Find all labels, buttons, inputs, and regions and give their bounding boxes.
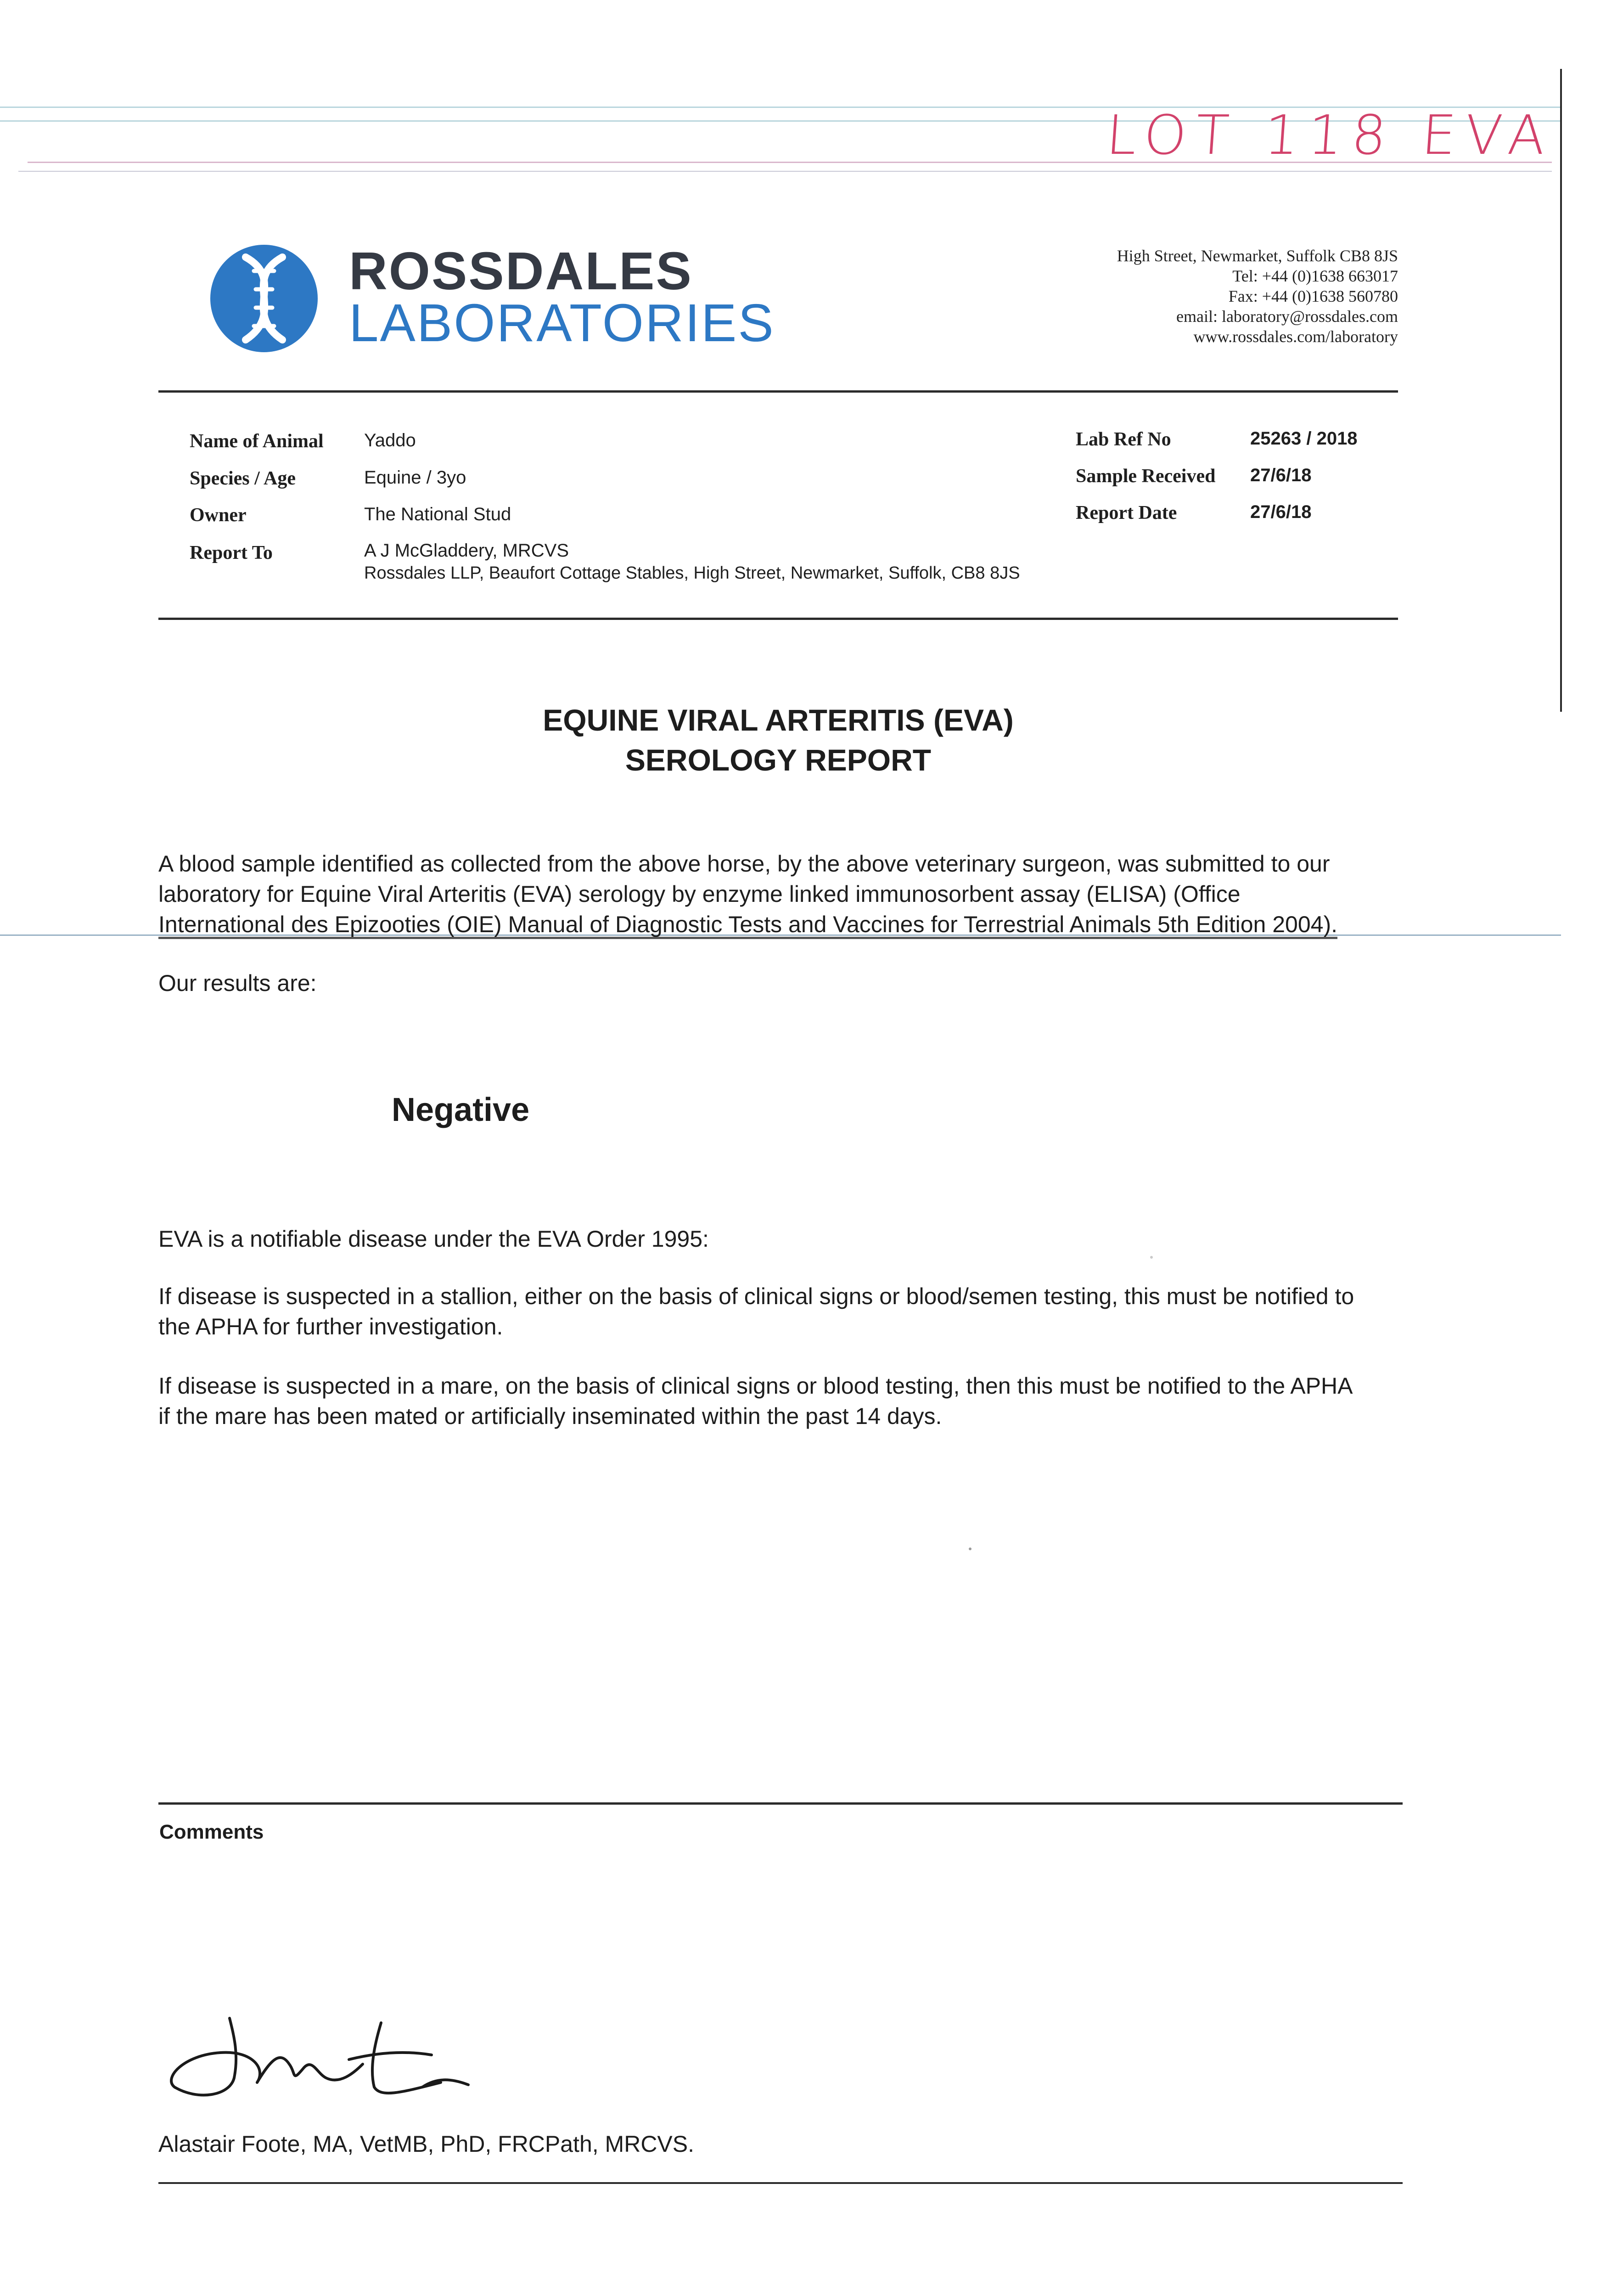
report-title: EQUINE VIRAL ARTERITIS (EVA) [543, 703, 1014, 737]
footer-divider [158, 2182, 1403, 2184]
page-edge-line [1560, 69, 1562, 712]
results-intro: Our results are: [158, 970, 317, 996]
stallion-paragraph [158, 1281, 1398, 1342]
lab-name-primary: ROSSDALES [349, 241, 693, 301]
stallion-line: If disease is suspected in a stallion, either on the basis of clinical signs or blood/semen testing, this must be notified to [158, 1283, 1354, 1309]
name-of-animal-value: Yaddo [364, 430, 416, 450]
test-result: Negative [392, 1092, 530, 1128]
species-age-label: Species / Age [190, 468, 296, 489]
lab-ref-value: 25263 / 2018 [1250, 428, 1358, 449]
signatory-name: Alastair Foote, MA, VetMB, PhD, FRCPath, MRCVS. [158, 2131, 695, 2157]
owner-label: Owner [190, 505, 247, 526]
owner-value: The National Stud [364, 504, 511, 524]
intro-paragraph [158, 849, 1398, 940]
details-divider [158, 618, 1398, 620]
report-date-label: Report Date [1076, 502, 1177, 523]
signature-image [165, 2009, 487, 2110]
fax-line: Fax: +44 (0)1638 560780 [1228, 287, 1398, 305]
intro-line: International des Epizooties (OIE) Manual of Diagnostic Tests and Vaccines for Terrestrial Animals 5th Edition 2004). [158, 912, 1337, 937]
intro-line: laboratory for Equine Viral Arteritis (EVA) serology by enzyme linked immunosorbent assay (ELISA) (Office [158, 881, 1241, 907]
comments-divider [158, 1802, 1403, 1805]
email-line: email: laboratory@rossdales.com [1176, 307, 1398, 326]
scan-speck [1150, 1256, 1153, 1259]
report-to-name: A J McGladdery, MRCVS [364, 540, 569, 561]
comments-label: Comments [159, 1821, 264, 1843]
mare-line: if the mare has been mated or artificially inseminated within the past 14 days. [158, 1403, 942, 1429]
report-to-address: Rossdales LLP, Beaufort Cottage Stables, High Street, Newmarket, Suffolk, CB8 8JS [364, 563, 1020, 583]
website-line: www.rossdales.com/laboratory [1193, 327, 1398, 346]
sample-received-value: 27/6/18 [1250, 465, 1312, 485]
lab-address-block [1117, 246, 1398, 347]
stallion-line: the APHA for further investigation. [158, 1314, 503, 1339]
report-date-value: 27/6/18 [1250, 502, 1312, 522]
intro-line: A blood sample identified as collected from the above horse, by the above veterinary surgeon, was submitted to our [158, 851, 1330, 877]
handwritten-annotation: LOT 118 EVA [1104, 103, 1557, 167]
address-line: High Street, Newmarket, Suffolk CB8 8JS [1117, 247, 1398, 265]
dna-helix-icon [209, 239, 319, 356]
phone-line: Tel: +44 (0)1638 663017 [1232, 267, 1398, 285]
mare-line: If disease is suspected in a mare, on the basis of clinical signs or blood testing, then this must be notified to the APHA [158, 1373, 1353, 1399]
scan-artifact-line [18, 171, 1552, 172]
mare-paragraph [158, 1371, 1398, 1431]
report-to-label: Report To [190, 542, 273, 563]
header-divider [158, 390, 1398, 393]
lab-name-secondary: LABORATORIES [349, 293, 775, 353]
scan-speck [969, 1548, 972, 1550]
report-subtitle: SEROLOGY REPORT [625, 743, 932, 777]
notifiable-statement: EVA is a notifiable disease under the EVA Order 1995: [158, 1226, 709, 1252]
species-age-value: Equine / 3yo [364, 467, 466, 488]
lab-ref-label: Lab Ref No [1076, 429, 1171, 450]
sample-received-label: Sample Received [1076, 466, 1216, 487]
name-of-animal-label: Name of Animal [190, 431, 324, 452]
